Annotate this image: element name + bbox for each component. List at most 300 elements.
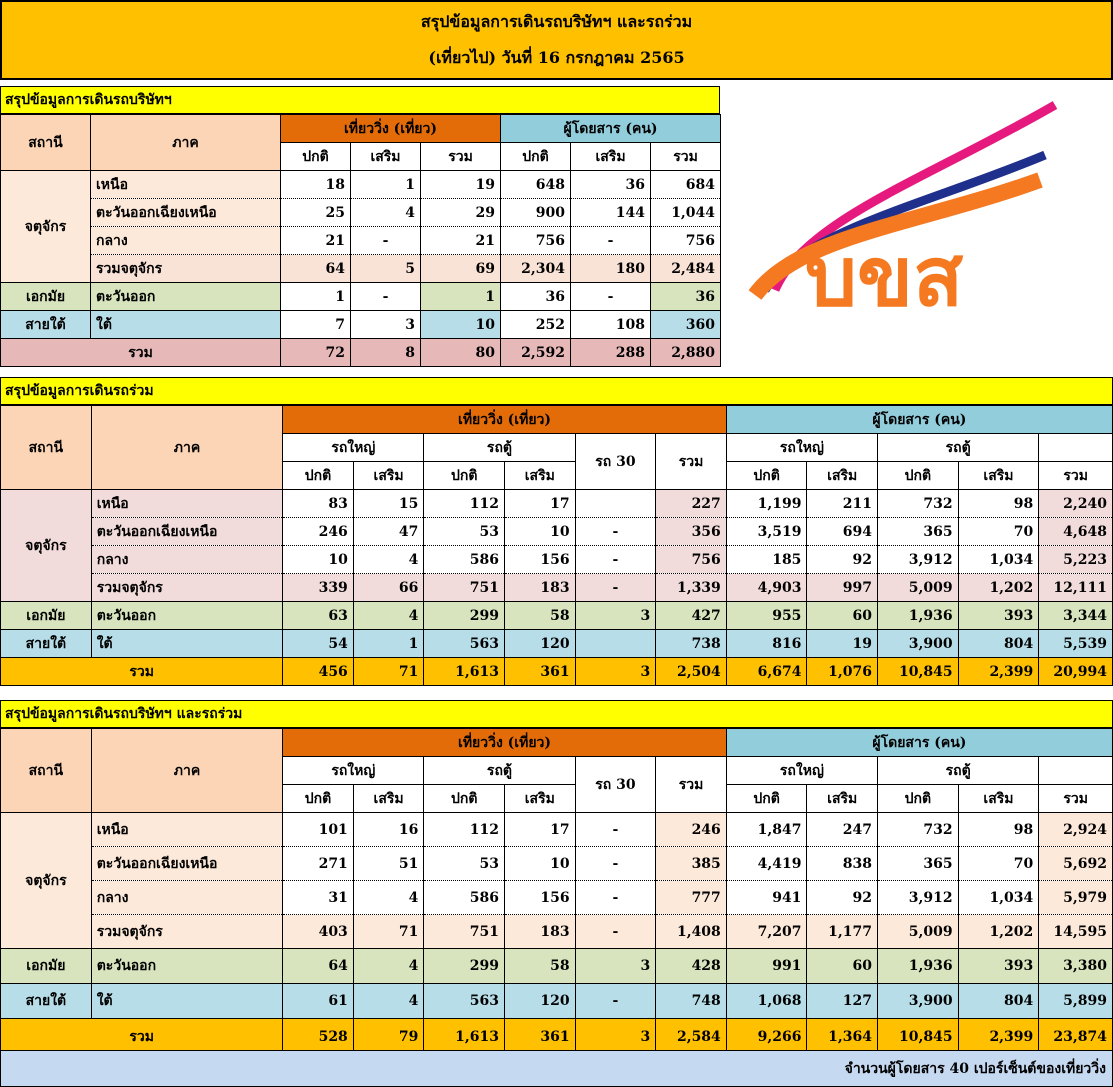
value-cell: 247 (807, 813, 878, 847)
value-cell: 428 (656, 949, 727, 984)
value-cell: - (571, 227, 651, 255)
value-cell: 356 (656, 518, 727, 546)
trips-header: เที่ยววิ่ง (เที่ยว) (283, 406, 727, 434)
value-cell: 70 (958, 847, 1039, 881)
value-cell: 16 (353, 813, 424, 847)
value-cell: 4 (353, 949, 424, 984)
value-cell: 19 (807, 630, 878, 658)
total-label: รวม (1, 1019, 283, 1055)
station-header: สถานี (1, 115, 91, 171)
value-cell: 3,900 (878, 630, 959, 658)
passengers-header: ผู้โดยสาร (คน) (726, 729, 1112, 757)
value-cell: 288 (571, 339, 651, 367)
value-cell: 98 (958, 813, 1039, 847)
value-cell: 1,199 (726, 490, 807, 518)
value-cell: 17 (505, 490, 576, 518)
value-cell: 732 (878, 813, 959, 847)
value-cell: 4 (353, 881, 424, 915)
normal-header: ปกติ (501, 143, 571, 171)
value-cell: 211 (807, 490, 878, 518)
value-cell: 427 (656, 602, 727, 630)
value-cell: 804 (958, 984, 1039, 1019)
value-cell: - (571, 283, 651, 311)
value-cell: 3 (575, 949, 656, 984)
value-cell: 339 (283, 574, 354, 602)
value-cell: 10 (421, 311, 501, 339)
company-logo (745, 100, 1065, 320)
value-cell: 9,266 (726, 1019, 807, 1055)
normal-header: ปกติ (726, 462, 807, 490)
value-cell: 751 (424, 915, 505, 949)
total-header: รวม (656, 434, 727, 490)
value-cell: 112 (424, 813, 505, 847)
station-cell: สายใต้ (1, 630, 92, 658)
region-cell: กลาง (91, 881, 283, 915)
value-cell: 5,223 (1039, 546, 1113, 574)
region-cell: เหนือ (91, 813, 283, 847)
report-header (0, 0, 1113, 80)
extra-header: เสริม (505, 462, 576, 490)
station-cell: เอกมัย (1, 949, 92, 984)
value-cell: 3 (575, 658, 656, 686)
station-header: สถานี (1, 729, 92, 813)
value-cell: 816 (726, 630, 807, 658)
table-row (1, 984, 1113, 1019)
value-cell: 528 (283, 1019, 354, 1055)
value-cell: 66 (353, 574, 424, 602)
value-cell: 3 (351, 311, 421, 339)
value-cell: 5 (351, 255, 421, 283)
van-header: รถตู้ (424, 757, 575, 785)
value-cell: 4 (353, 984, 424, 1019)
value-cell: 79 (353, 1019, 424, 1055)
normal-header: ปกติ (878, 462, 959, 490)
value-cell: 60 (807, 602, 878, 630)
value-cell: 10 (505, 847, 576, 881)
value-cell: 4 (351, 199, 421, 227)
logo-text: บขส (805, 230, 964, 320)
value-cell: 20,994 (1039, 658, 1113, 686)
value-cell: 1,034 (958, 546, 1039, 574)
value-cell: 1,177 (807, 915, 878, 949)
value-cell: 12,111 (1039, 574, 1113, 602)
value-cell: 36 (651, 283, 721, 311)
value-cell: 2,399 (958, 658, 1039, 686)
value-cell: 2,399 (958, 1019, 1039, 1055)
value-cell: 127 (807, 984, 878, 1019)
extra-header: เสริม (351, 143, 421, 171)
value-cell: 1,076 (807, 658, 878, 686)
bigbus-header: รถใหญ่ (283, 757, 424, 785)
value-cell: 5,009 (878, 915, 959, 949)
logo-graphic (745, 100, 1065, 320)
value-cell: 1,339 (656, 574, 727, 602)
value-cell: 2,584 (656, 1019, 727, 1055)
value-cell: 183 (505, 574, 576, 602)
region-cell: รวมจตุจักร (91, 574, 283, 602)
extra-header: เสริม (958, 462, 1039, 490)
value-cell: - (575, 984, 656, 1019)
value-cell: 1 (421, 283, 501, 311)
table-row (1, 847, 1113, 881)
value-cell: 92 (807, 546, 878, 574)
subtotal-row (1, 915, 1113, 949)
value-cell: - (575, 847, 656, 881)
value-cell: 4,648 (1039, 518, 1113, 546)
value-cell: 777 (656, 881, 727, 915)
value-cell: 53 (424, 518, 505, 546)
value-cell: - (575, 813, 656, 847)
value-cell: 80 (421, 339, 501, 367)
station-header: สถานี (1, 406, 92, 490)
trips-header: เที่ยววิ่ง (เที่ยว) (281, 115, 501, 143)
value-cell: 1,068 (726, 984, 807, 1019)
value-cell: 299 (424, 949, 505, 984)
value-cell: 756 (656, 546, 727, 574)
value-cell: 5,009 (878, 574, 959, 602)
blank-header (1039, 757, 1113, 785)
value-cell: 19 (421, 171, 501, 199)
region-cell: ตะวันออกเฉียงเหนือ (91, 199, 281, 227)
value-cell: - (575, 915, 656, 949)
table-row (1, 311, 721, 339)
value-cell: 18 (281, 171, 351, 199)
value-cell: 738 (656, 630, 727, 658)
blank-header (1039, 434, 1113, 462)
table-row (1, 283, 721, 311)
passengers-header: ผู้โดยสาร (คน) (501, 115, 721, 143)
joint-table (0, 405, 1113, 686)
value-cell: 756 (501, 227, 571, 255)
value-cell: 751 (424, 574, 505, 602)
value-cell: 83 (283, 490, 354, 518)
value-cell: 1,044 (651, 199, 721, 227)
value-cell: 748 (656, 984, 727, 1019)
value-cell: 144 (571, 199, 651, 227)
value-cell: 98 (958, 490, 1039, 518)
region-cell: ตะวันออก (91, 283, 281, 311)
value-cell: 1 (353, 630, 424, 658)
value-cell (575, 630, 656, 658)
region-cell: กลาง (91, 227, 281, 255)
value-cell: 70 (958, 518, 1039, 546)
value-cell: 58 (505, 949, 576, 984)
subtotal-row (1, 255, 721, 283)
value-cell: 108 (571, 311, 651, 339)
extra-header: เสริม (958, 785, 1039, 813)
value-cell: 997 (807, 574, 878, 602)
extra-header: เสริม (807, 785, 878, 813)
table-row (1, 199, 721, 227)
normal-header: ปกติ (424, 462, 505, 490)
value-cell: 10 (283, 546, 354, 574)
value-cell: 2,240 (1039, 490, 1113, 518)
value-cell: 838 (807, 847, 878, 881)
company-table (0, 114, 721, 367)
van-header: รถตู้ (424, 434, 575, 462)
total-row (1, 658, 1113, 686)
table-row (1, 171, 721, 199)
bus30-header: รถ 30 (575, 434, 656, 490)
value-cell: 694 (807, 518, 878, 546)
value-cell: 732 (878, 490, 959, 518)
value-cell: 900 (501, 199, 571, 227)
value-cell: 1,408 (656, 915, 727, 949)
total-label: รวม (1, 339, 281, 367)
value-cell: 156 (505, 546, 576, 574)
extra-header: เสริม (571, 143, 651, 171)
value-cell: 1,936 (878, 602, 959, 630)
station-cell: เอกมัย (1, 283, 91, 311)
extra-header: เสริม (353, 462, 424, 490)
value-cell: 31 (283, 881, 354, 915)
subtotal-row (1, 574, 1113, 602)
value-cell: - (575, 546, 656, 574)
table-row (1, 949, 1113, 984)
region-cell: รวมจตุจักร (91, 255, 281, 283)
value-cell: 15 (353, 490, 424, 518)
value-cell: 101 (283, 813, 354, 847)
value-cell: 156 (505, 881, 576, 915)
value-cell: 23,874 (1039, 1019, 1113, 1055)
value-cell: 64 (281, 255, 351, 283)
value-cell: 10,845 (878, 1019, 959, 1055)
region-cell: ใต้ (91, 984, 283, 1019)
normal-header: ปกติ (726, 785, 807, 813)
region-cell: เหนือ (91, 171, 281, 199)
station-cell: จตุจักร (1, 171, 91, 283)
value-cell: 2,484 (651, 255, 721, 283)
value-cell: 1,364 (807, 1019, 878, 1055)
value-cell: 180 (571, 255, 651, 283)
value-cell: 72 (281, 339, 351, 367)
joint-section-title: สรุปข้อมูลการเดินรถร่วม (0, 377, 1113, 405)
value-cell: 393 (958, 949, 1039, 984)
value-cell: 586 (424, 881, 505, 915)
value-cell: 385 (656, 847, 727, 881)
table-row (1, 813, 1113, 847)
extra-header: เสริม (505, 785, 576, 813)
value-cell: 955 (726, 602, 807, 630)
extra-header: เสริม (353, 785, 424, 813)
total-header: รวม (1039, 462, 1113, 490)
value-cell: 36 (571, 171, 651, 199)
value-cell: 36 (501, 283, 571, 311)
value-cell: 3,912 (878, 881, 959, 915)
value-cell: 941 (726, 881, 807, 915)
region-cell: ตะวันออกเฉียงเหนือ (91, 847, 283, 881)
report-title: สรุปข้อมูลการเดินรถบริษัทฯ และรถร่วม (420, 12, 693, 31)
station-cell: จตุจักร (1, 490, 92, 602)
report-date: (เที่ยวไป) วันที่ 16 กรกฎาคม 2565 (428, 48, 685, 67)
value-cell: 1 (281, 283, 351, 311)
value-cell: 5,899 (1039, 984, 1113, 1019)
bigbus-header: รถใหญ่ (283, 434, 424, 462)
value-cell: 4 (353, 546, 424, 574)
normal-header: ปกติ (878, 785, 959, 813)
value-cell: 2,592 (501, 339, 571, 367)
station-cell: สายใต้ (1, 311, 91, 339)
value-cell: 25 (281, 199, 351, 227)
value-cell: 804 (958, 630, 1039, 658)
value-cell: 1,613 (424, 1019, 505, 1055)
value-cell: 1 (351, 171, 421, 199)
value-cell: 756 (651, 227, 721, 255)
table-row (1, 546, 1113, 574)
value-cell: 684 (651, 171, 721, 199)
normal-header: ปกติ (281, 143, 351, 171)
value-cell: 3 (575, 602, 656, 630)
normal-header: ปกติ (283, 785, 354, 813)
station-cell: เอกมัย (1, 602, 92, 630)
value-cell: 7,207 (726, 915, 807, 949)
total-label: รวม (1, 658, 283, 686)
value-cell: 3 (575, 1019, 656, 1055)
value-cell: 4,903 (726, 574, 807, 602)
region-cell: ใต้ (91, 311, 281, 339)
value-cell: 563 (424, 984, 505, 1019)
value-cell: 7 (281, 311, 351, 339)
combined-section-title: สรุปข้อมูลการเดินรถบริษัทฯ และรถร่วม (0, 700, 1113, 728)
value-cell: 361 (505, 1019, 576, 1055)
normal-header: ปกติ (283, 462, 354, 490)
value-cell: 10,845 (878, 658, 959, 686)
value-cell: 246 (656, 813, 727, 847)
value-cell: 29 (421, 199, 501, 227)
value-cell: 92 (807, 881, 878, 915)
passengers-header: ผู้โดยสาร (คน) (726, 406, 1112, 434)
value-cell: 120 (505, 984, 576, 1019)
value-cell: 648 (501, 171, 571, 199)
value-cell: 8 (351, 339, 421, 367)
value-cell (575, 490, 656, 518)
region-cell: รวมจตุจักร (91, 915, 283, 949)
value-cell: 4,419 (726, 847, 807, 881)
bigbus-header: รถใหญ่ (726, 434, 877, 462)
value-cell: 991 (726, 949, 807, 984)
value-cell: 393 (958, 602, 1039, 630)
value-cell: 21 (281, 227, 351, 255)
region-cell: ตะวันออก (91, 602, 283, 630)
table-row (1, 490, 1113, 518)
extra-header: เสริม (807, 462, 878, 490)
value-cell: - (575, 518, 656, 546)
value-cell: 252 (501, 311, 571, 339)
normal-header: ปกติ (424, 785, 505, 813)
value-cell: - (575, 881, 656, 915)
total-header: รวม (651, 143, 721, 171)
value-cell: 71 (353, 915, 424, 949)
bus30-header: รถ 30 (575, 757, 656, 813)
value-cell: 227 (656, 490, 727, 518)
value-cell: 299 (424, 602, 505, 630)
value-cell: 5,979 (1039, 881, 1113, 915)
company-section-title: สรุปข้อมูลการเดินรถบริษัทฯ (0, 86, 720, 114)
value-cell: 3,519 (726, 518, 807, 546)
value-cell: 403 (283, 915, 354, 949)
value-cell: 183 (505, 915, 576, 949)
value-cell: - (575, 574, 656, 602)
value-cell: 361 (505, 658, 576, 686)
table-row (1, 630, 1113, 658)
value-cell: 71 (353, 658, 424, 686)
value-cell: 10 (505, 518, 576, 546)
value-cell: 185 (726, 546, 807, 574)
van-header: รถตู้ (878, 757, 1039, 785)
value-cell: 120 (505, 630, 576, 658)
total-header: รวม (656, 757, 727, 813)
region-header: ภาค (91, 115, 281, 171)
value-cell: 69 (421, 255, 501, 283)
trips-header: เที่ยววิ่ง (เที่ยว) (283, 729, 727, 757)
value-cell: 21 (421, 227, 501, 255)
total-row (1, 339, 721, 367)
value-cell: 365 (878, 847, 959, 881)
combined-table (0, 728, 1113, 1055)
value-cell: - (351, 283, 421, 311)
value-cell: 53 (424, 847, 505, 881)
bigbus-header: รถใหญ่ (726, 757, 877, 785)
region-cell: ใต้ (91, 630, 283, 658)
value-cell: 365 (878, 518, 959, 546)
value-cell: 4 (353, 602, 424, 630)
region-cell: ตะวันออก (91, 949, 283, 984)
region-header: ภาค (91, 406, 283, 490)
value-cell: 360 (651, 311, 721, 339)
value-cell: 63 (283, 602, 354, 630)
value-cell: 60 (807, 949, 878, 984)
value-cell: 58 (505, 602, 576, 630)
value-cell: 112 (424, 490, 505, 518)
value-cell: 3,344 (1039, 602, 1113, 630)
value-cell: 2,880 (651, 339, 721, 367)
region-cell: กลาง (91, 546, 283, 574)
region-cell: เหนือ (91, 490, 283, 518)
value-cell: 2,304 (501, 255, 571, 283)
van-header: รถตู้ (878, 434, 1039, 462)
value-cell: 5,692 (1039, 847, 1113, 881)
value-cell: 54 (283, 630, 354, 658)
region-cell: ตะวันออกเฉียงเหนือ (91, 518, 283, 546)
value-cell: 47 (353, 518, 424, 546)
value-cell: 51 (353, 847, 424, 881)
value-cell: 5,539 (1039, 630, 1113, 658)
value-cell: 456 (283, 658, 354, 686)
value-cell: 1,202 (958, 915, 1039, 949)
value-cell: 1,936 (878, 949, 959, 984)
value-cell: 17 (505, 813, 576, 847)
region-header: ภาค (91, 729, 283, 813)
table-row (1, 518, 1113, 546)
value-cell: 3,380 (1039, 949, 1113, 984)
value-cell: 246 (283, 518, 354, 546)
total-header: รวม (421, 143, 501, 171)
value-cell: 3,900 (878, 984, 959, 1019)
value-cell: 2,504 (656, 658, 727, 686)
value-cell: 563 (424, 630, 505, 658)
table-row (1, 881, 1113, 915)
total-header: รวม (1039, 785, 1113, 813)
value-cell: 1,613 (424, 658, 505, 686)
value-cell: 14,595 (1039, 915, 1113, 949)
station-cell: จตุจักร (1, 813, 92, 949)
footer-note: จำนวนผู้โดยสาร 40 เปอร์เซ็นต์ของเที่ยววิ่ง (0, 1050, 1113, 1087)
table-row (1, 227, 721, 255)
value-cell: 2,924 (1039, 813, 1113, 847)
value-cell: 1,202 (958, 574, 1039, 602)
value-cell: 586 (424, 546, 505, 574)
value-cell: 1,847 (726, 813, 807, 847)
